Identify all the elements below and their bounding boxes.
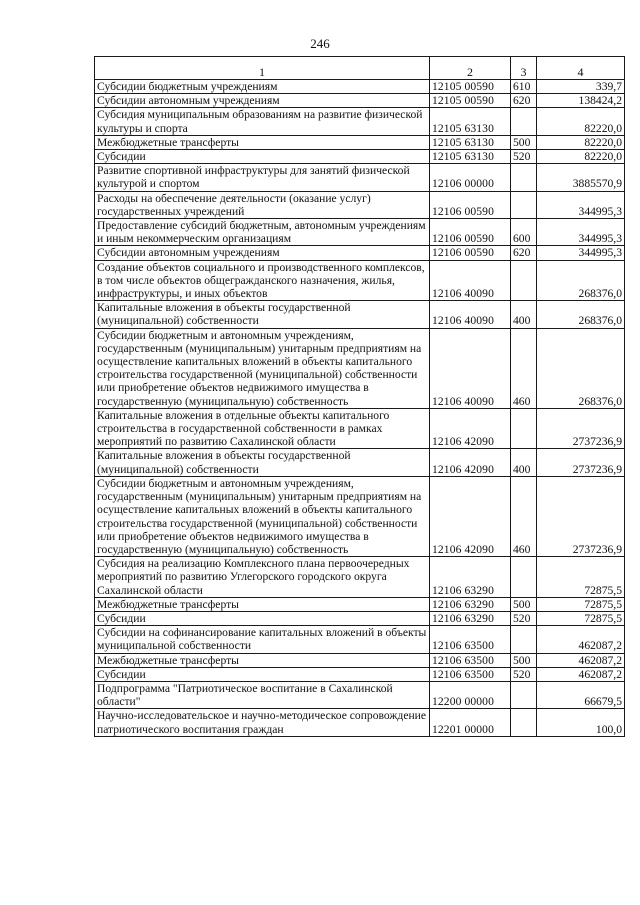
table-row bbox=[95, 164, 625, 191]
row-name-cell: Межбюджетные трансферты bbox=[95, 597, 430, 611]
row-code-cell: 12106 63500 bbox=[430, 667, 511, 681]
row-type-cell: 460 bbox=[511, 476, 537, 556]
table-row bbox=[95, 260, 625, 301]
row-type-cell: 500 bbox=[511, 597, 537, 611]
row-name-cell: Субсидия на реализацию Комплексного плана первоочередных мероприятий по развитию Углегорского городского округа Сахалинской области bbox=[95, 557, 430, 598]
table-row bbox=[95, 626, 625, 653]
table-row bbox=[95, 667, 625, 681]
row-name-cell: Субсидии бюджетным учреждениям bbox=[95, 80, 430, 94]
row-name-cell: Субсидия муниципальным образованиям на развитие физической культуры и спорта bbox=[95, 108, 430, 135]
row-type-cell: 520 bbox=[511, 150, 537, 164]
row-type-cell: 610 bbox=[511, 80, 537, 94]
row-name-cell: Субсидии бюджетным и автономным учреждениям, государственным (муниципальным) унитарным предприятиям на осуществление капитальных вложений в объекты капитального строительства государственной (муниципальной) собственности или приобретение объектов недвижимого имущества в государственную (муниципальную) собственность bbox=[95, 328, 430, 408]
row-type-cell bbox=[511, 108, 537, 135]
table-row bbox=[95, 681, 625, 708]
row-type-cell: 460 bbox=[511, 328, 537, 408]
row-name-cell: Субсидии bbox=[95, 611, 430, 625]
row-name-cell: Субсидии bbox=[95, 667, 430, 681]
row-amount-cell: 138424,2 bbox=[537, 94, 625, 108]
row-type-cell bbox=[511, 557, 537, 598]
row-amount-cell: 82220,0 bbox=[537, 150, 625, 164]
row-amount-cell: 268376,0 bbox=[537, 260, 625, 301]
table-row bbox=[95, 557, 625, 598]
row-type-cell: 500 bbox=[511, 135, 537, 149]
table-row bbox=[95, 611, 625, 625]
row-name-cell: Предоставление субсидий бюджетным, автономным учреждениям и иным некоммерческим организациям bbox=[95, 219, 430, 246]
budget-table bbox=[94, 56, 625, 737]
row-code-cell: 12106 42090 bbox=[430, 408, 511, 449]
row-amount-cell: 72875,5 bbox=[537, 557, 625, 598]
header-col-amount: 4 bbox=[537, 57, 625, 80]
table-row bbox=[95, 301, 625, 328]
table-row bbox=[95, 408, 625, 449]
row-name-cell: Межбюджетные трансферты bbox=[95, 135, 430, 149]
row-name-cell: Капитальные вложения в объекты государственной (муниципальной) собственности bbox=[95, 449, 430, 476]
table-body bbox=[95, 80, 625, 737]
row-amount-cell: 462087,2 bbox=[537, 667, 625, 681]
row-name-cell: Капитальные вложения в отдельные объекты капитального строительства в государственной собственности в рамках мероприятий по развитию Сахалинской области bbox=[95, 408, 430, 449]
row-code-cell: 12106 40090 bbox=[430, 328, 511, 408]
row-name-cell: Субсидии на софинансирование капитальных вложений в объекты муниципальной собственности bbox=[95, 626, 430, 653]
table-row bbox=[95, 449, 625, 476]
row-type-cell bbox=[511, 626, 537, 653]
row-amount-cell: 82220,0 bbox=[537, 135, 625, 149]
row-code-cell: 12200 00000 bbox=[430, 681, 511, 708]
row-amount-cell: 339,7 bbox=[537, 80, 625, 94]
row-amount-cell: 344995,3 bbox=[537, 219, 625, 246]
table-row bbox=[95, 191, 625, 218]
row-type-cell: 400 bbox=[511, 301, 537, 328]
row-code-cell: 12105 63130 bbox=[430, 108, 511, 135]
row-amount-cell: 344995,3 bbox=[537, 246, 625, 260]
row-amount-cell: 72875,5 bbox=[537, 597, 625, 611]
header-col-type: 3 bbox=[511, 57, 537, 80]
table-row bbox=[95, 135, 625, 149]
row-code-cell: 12105 63130 bbox=[430, 135, 511, 149]
row-type-cell: 600 bbox=[511, 219, 537, 246]
row-amount-cell: 462087,2 bbox=[537, 626, 625, 653]
table-row bbox=[95, 94, 625, 108]
row-code-cell: 12201 00000 bbox=[430, 709, 511, 736]
row-type-cell: 620 bbox=[511, 94, 537, 108]
row-type-cell: 520 bbox=[511, 611, 537, 625]
row-amount-cell: 72875,5 bbox=[537, 611, 625, 625]
row-code-cell: 12106 42090 bbox=[430, 476, 511, 556]
row-amount-cell: 2737236,9 bbox=[537, 476, 625, 556]
row-code-cell: 12105 00590 bbox=[430, 80, 511, 94]
row-amount-cell: 268376,0 bbox=[537, 328, 625, 408]
table-row bbox=[95, 328, 625, 408]
row-code-cell: 12106 63290 bbox=[430, 557, 511, 598]
row-type-cell bbox=[511, 681, 537, 708]
row-name-cell: Расходы на обеспечение деятельности (оказание услуг) государственных учреждений bbox=[95, 191, 430, 218]
row-amount-cell: 268376,0 bbox=[537, 301, 625, 328]
row-amount-cell: 2737236,9 bbox=[537, 408, 625, 449]
row-type-cell: 500 bbox=[511, 653, 537, 667]
row-amount-cell: 2737236,9 bbox=[537, 449, 625, 476]
header-col-name: 1 bbox=[95, 57, 430, 80]
row-amount-cell: 66679,5 bbox=[537, 681, 625, 708]
row-code-cell: 12106 63290 bbox=[430, 611, 511, 625]
page-number: 246 bbox=[310, 36, 330, 51]
row-name-cell: Создание объектов социального и производственного комплексов, в том числе объектов общегражданского назначения, жилья, инфраструктуры, и иных объектов bbox=[95, 260, 430, 301]
row-amount-cell: 344995,3 bbox=[537, 191, 625, 218]
row-name-cell: Субсидии автономным учреждениям bbox=[95, 246, 430, 260]
row-name-cell: Межбюджетные трансферты bbox=[95, 653, 430, 667]
header-col-code: 2 bbox=[430, 57, 511, 80]
row-code-cell: 12106 63500 bbox=[430, 653, 511, 667]
row-type-cell bbox=[511, 709, 537, 736]
row-name-cell: Субсидии бюджетным и автономным учреждениям, государственным (муниципальным) унитарным предприятиям на осуществление капитальных вложений в объекты капитального строительства государственной (муниципальной) собственности или приобретение объектов недвижимого имущества в государственную (муниципальную) собственность bbox=[95, 476, 430, 556]
row-code-cell: 12106 00590 bbox=[430, 191, 511, 218]
table-row bbox=[95, 597, 625, 611]
row-amount-cell: 462087,2 bbox=[537, 653, 625, 667]
row-code-cell: 12106 00590 bbox=[430, 219, 511, 246]
table-row bbox=[95, 80, 625, 94]
row-code-cell: 12106 63290 bbox=[430, 597, 511, 611]
row-type-cell bbox=[511, 260, 537, 301]
row-amount-cell: 82220,0 bbox=[537, 108, 625, 135]
row-name-cell: Развитие спортивной инфраструктуры для занятий физической культурой и спортом bbox=[95, 164, 430, 191]
row-code-cell: 12106 42090 bbox=[430, 449, 511, 476]
row-name-cell: Субсидии автономным учреждениям bbox=[95, 94, 430, 108]
row-name-cell: Подпрограмма "Патриотическое воспитание в Сахалинской области" bbox=[95, 681, 430, 708]
row-code-cell: 12105 00590 bbox=[430, 94, 511, 108]
row-type-cell bbox=[511, 191, 537, 218]
table-header-row bbox=[95, 57, 625, 80]
table-row bbox=[95, 108, 625, 135]
row-code-cell: 12106 40090 bbox=[430, 260, 511, 301]
table-row bbox=[95, 476, 625, 556]
row-name-cell: Научно-исследовательское и научно-методическое сопровождение патриотического воспитания граждан bbox=[95, 709, 430, 736]
row-code-cell: 12106 40090 bbox=[430, 301, 511, 328]
row-code-cell: 12106 00590 bbox=[430, 246, 511, 260]
table-row bbox=[95, 709, 625, 736]
row-type-cell bbox=[511, 408, 537, 449]
table-row bbox=[95, 246, 625, 260]
table-row bbox=[95, 219, 625, 246]
row-amount-cell: 3885570,9 bbox=[537, 164, 625, 191]
row-amount-cell: 100,0 bbox=[537, 709, 625, 736]
row-code-cell: 12106 00000 bbox=[430, 164, 511, 191]
row-type-cell: 620 bbox=[511, 246, 537, 260]
row-name-cell: Субсидии bbox=[95, 150, 430, 164]
row-code-cell: 12106 63500 bbox=[430, 626, 511, 653]
row-type-cell: 400 bbox=[511, 449, 537, 476]
row-name-cell: Капитальные вложения в объекты государственной (муниципальной) собственности bbox=[95, 301, 430, 328]
table-row bbox=[95, 150, 625, 164]
row-type-cell bbox=[511, 164, 537, 191]
row-type-cell: 520 bbox=[511, 667, 537, 681]
row-code-cell: 12105 63130 bbox=[430, 150, 511, 164]
table-row bbox=[95, 653, 625, 667]
